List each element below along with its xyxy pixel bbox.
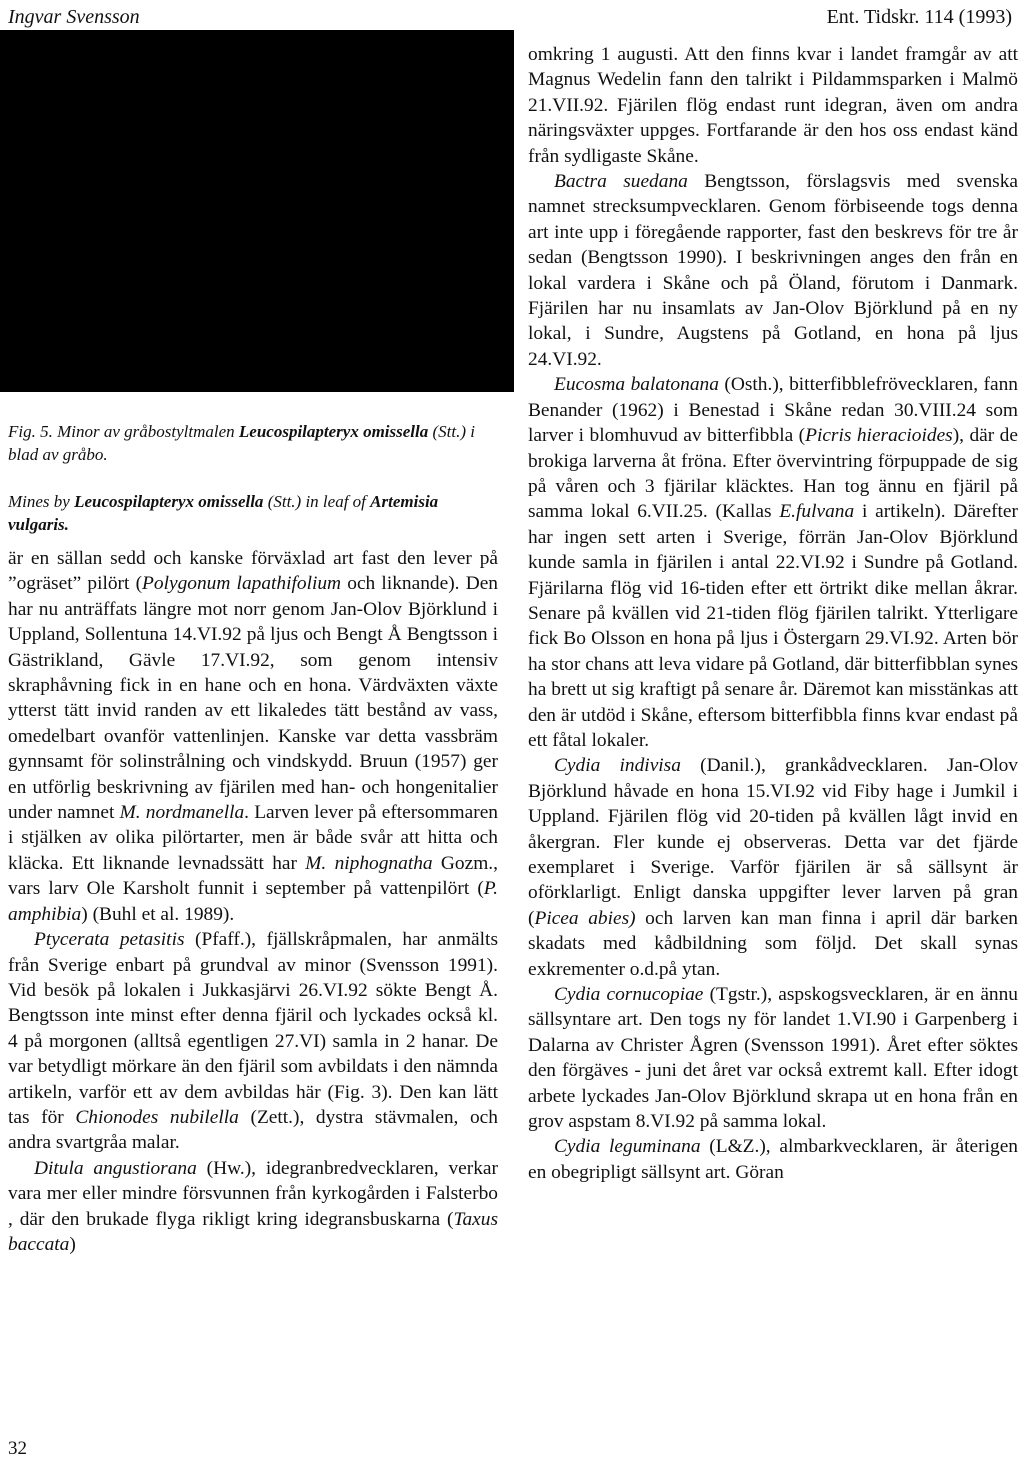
running-header-journal: Ent. Tidskr. 114 (1993) <box>826 6 1012 28</box>
text-run: och liknande). Den har nu anträffats längre mot norr genom Jan-Olov Björklund i Uppland, Sollentuna 14.VI.92 på ljus och Bengt Å Bengtsson i Gästrikland, Gävle 17.VI.92, som genom intensiv skraphåvning fick in en hane och en hona. Värdväxten växte ytterst tätt invid randen av ett likaledes tätt bestånd av vass, omedelbart ovanför vattenlinjen. Kanske var detta vassbräm gynnsamt för solinstrålning och vindskydd. Bruun (1957) ger en utförlig beskrivning av fjärilen med han- och hongenitalier under namnet <box>8 573 498 824</box>
page-number: 32 <box>8 1438 27 1459</box>
text-run: ) (Buhl et al. 1989). <box>81 903 235 925</box>
text-run: i artikeln). Därefter har ingen sett arten i Sverige, förrän Jan-Olov Björklund kunde samla in fjärilen i antal 22.VI.92 i Sundre på Gotland. Fjärilarna flög vid 16-tiden efter ett örtrikt dike mellan åkrar. Senare på kvällen vid 21-tiden flög fjärilen talrikt. Ytterligare fick Bo Olsson en hona på ljus i Östergarn 29.VI.92. Arten bör ha stor chans att leva vidare på Gotland, där bitterfibblan synes ha brett ut sig kraftigt på senare år. Däremot kan misstänkas att den är utdöd i Skåne, eftersom bitterfibbla finns kvar endast på ett fåtal lokaler. <box>528 501 1018 751</box>
taxon-name: Bactra suedana <box>554 171 688 193</box>
taxon-name: M. niphognatha <box>305 852 433 874</box>
text-run: omkring 1 augusti. Att den finns kvar i landet framgår av att Magnus Wedelin fann den talrikt i Pildammsparken i Malmö 21.VII.92. Fjärilen flög endast runt idegran, även om andra näringsväxter uppges. Fortfarande är den hos oss endast känd från sydligaste Skåne. <box>528 44 1018 167</box>
taxon-name: Cydia indivisa <box>554 755 681 777</box>
text-run: (Hw.), idegranbredvecklaren, verkar vara mer eller mindre försvunnen från kyrkogården i Falsterbo , där den brukade flyga rikligt kring idegransbuskarna ( <box>8 1157 498 1230</box>
taxon-name: Eucosma balatonana <box>554 374 719 396</box>
taxon-name: Picris hieracioides <box>805 425 953 447</box>
text-run: Gozm., vars larv Ole Karsholt funnit i september på vattenpilört ( <box>8 852 498 900</box>
left-text-column <box>8 546 498 1257</box>
taxon-name: P. amphibia <box>8 878 498 925</box>
text-run: . Larven lever på eftersommaren i stjälken av olika pilörtarter, men är både svår att hitta och kläcka. Ett liknande levnadssätt har <box>8 802 498 874</box>
paragraph <box>528 1134 1018 1185</box>
text-run: ), där de brokiga larverna åt fröna. Efter övervintring förpuppade de sig på våren och 3 fjärilar kläcktes. Han tog ännu en fjäril på samma lokal 6.VII.25. (Kallas <box>528 425 1018 523</box>
taxon-name: Cydia leguminana <box>554 1136 701 1158</box>
text-run: (Zett.), dystra stävmalen, och andra svartgråa malar. <box>8 1106 498 1154</box>
right-text-column <box>528 42 1018 1185</box>
figure-caption-swedish: Fig. 5. Minor av gråbostyltmalen Leucospilapteryx omissella (Stt.) i blad av gråbo. <box>8 422 475 464</box>
text-run: är en sällan sedd och kanske förväxlad art fast den lever på ”ogräset” pilört ( <box>8 548 498 595</box>
running-header-author: Ingvar Svensson <box>8 6 140 28</box>
paragraph <box>8 1156 498 1258</box>
taxon-name: Taxus baccata <box>8 1208 498 1255</box>
taxon-name: Polygonum lapathifolium <box>142 573 342 595</box>
paragraph <box>528 982 1018 1134</box>
text-run: och larven kan man finna i april där barken skadats med kådbildning som följd. Det skall synas exkrementer o.d.på ytan. <box>528 907 1018 980</box>
taxon-name: Ditula angustiorana <box>34 1157 197 1179</box>
taxon-name: Ptycerata petasitis <box>34 929 185 951</box>
taxon-name: Picea abies) <box>534 907 636 929</box>
figure-caption-english: Mines by Leucospilapteryx omissella (Stt.) in leaf of Artemisia vulgaris. <box>8 492 439 534</box>
paragraph <box>528 753 1018 982</box>
paragraph <box>8 927 498 1156</box>
text-run: Bengtsson, förslagsvis med svenska namnet strecksumpvecklaren. Genom förbiseende togs denna art inte upp i föregående rapporter, fast den beskrevs för tre år sedan (Bengtsson 1990). I beskrivningen anges den från en lokal vardera i Skåne och på Öland, förutom i Danmark. Fjärilen har nu insamlats av Jan-Olov Björklund på en ny lokal, i Sundre, Augstens på Gotland, en hona på ljus 24.VI.92. <box>528 171 1018 370</box>
text-run: (L&Z.), almbarkvecklaren, är återigen en obegripligt sällsynt art. Göran <box>528 1136 1018 1183</box>
text-run: (Tgstr.), aspskogsvecklaren, är en ännu sällsyntare art. Den togs ny för landet 1.VI.90 i Garpenberg i Dalarna av Christer Ågren (Svensson 1991). Året efter söktes den förgäves - juni det året var också extremt kall. Efter idogt arbete lyckades Jan-Olov Björklund skrapa ut en hona från en grov aspstam 8.VI.92 på samma lokal. <box>528 984 1019 1133</box>
paragraph <box>528 372 1018 753</box>
taxon-name: Chionodes nubilella <box>75 1106 239 1128</box>
taxon-name: E.fulvana <box>779 501 855 523</box>
text-run: ) <box>69 1233 76 1255</box>
text-run: (Pfaff.), fjällskråpmalen, har anmälts från Sverige enbart på grundval av minor (Svensson 1991). Vid besök på lokalen i Jukkasjärvi 26.VI.92 sökte Bengt Å. Bengtsson inte minst efter denna fjäril och lyckades också kl. 4 på morgonen (alltså egentligen 27.VI) samla in 2 hanar. De var betydligt mörkare än den fjäril som avbildats i den nämnda artikeln, varför ett av dem avbildas här (Fig. 3). Den kan lätt tas för <box>8 929 498 1128</box>
figure-photo <box>0 30 514 392</box>
taxon-name: Cydia cornucopiae <box>554 984 704 1006</box>
paragraph <box>8 546 498 927</box>
taxon-name: M. nordmanella <box>119 802 245 824</box>
paragraph <box>528 169 1018 372</box>
text-run: (Osth.), bitterfibblefrövecklaren, fann Benander (1962) i Benestad i Skåne redan 30.VIII.24 som larver i blomhuvud av bitterfibbla ( <box>528 374 1018 447</box>
paragraph <box>528 42 1018 169</box>
text-run: (Danil.), grankådvecklaren. Jan-Olov Björklund håvade en hona 15.VI.92 vid Fiby hage i Jumkil i Uppland. Fjärilen flög vid 20-tiden på kvällen lågt invid en åkergran. Fler kunde ej observeras. Detta var det fjärde exemplaret i Sverige. Varför fjärilen är så sällsynt är oförklarligt. Enligt danska uppgifter lever larven på gran ( <box>528 755 1018 929</box>
